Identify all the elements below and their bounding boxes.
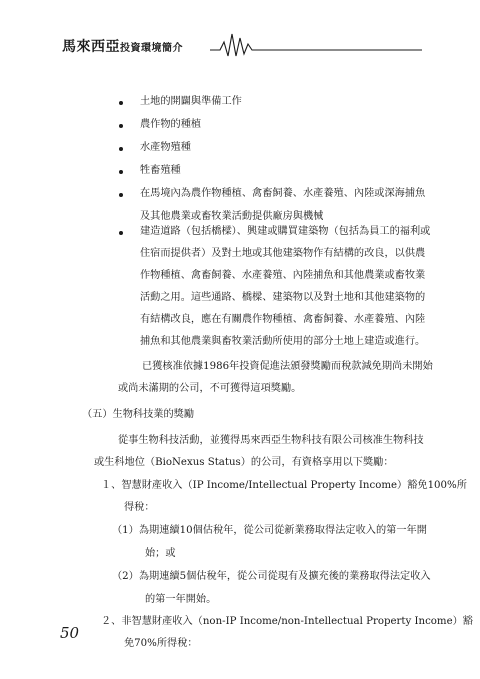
bullet-dot (119, 124, 123, 128)
sub-item-line: （1）為期連續10個估稅年，從公司從新業務取得法定收入的第一年開 (112, 525, 427, 536)
bullet-item-text: 捕魚和其他農業與畜牧業活動所使用的部分土地上建造或進行。 (140, 336, 426, 347)
bullet-item-text: 農作物的種植 (140, 119, 202, 130)
body-paragraph-line: 從事生物科技活動，並獲得馬來西亞生物科技有限公司核准生物科技 (118, 435, 424, 446)
body-paragraph-line: 或尚未滿期的公司，不可獲得這項獎勵。 (118, 383, 302, 394)
bullet-dot (119, 231, 123, 235)
bullet-item-text: 活動之用。這些通路、橋樑、建築物以及對土地和其他建築物的 (140, 292, 426, 303)
bullet-item-text: 作物種植、禽畜飼養、水產養殖、內陸捕魚和其他農業或畜牧業 (140, 270, 426, 281)
bullet-dot (119, 170, 123, 174)
body-paragraph-line: 或生科地位（BioNexus Status）的公司，有資格享用以下獎勵： (94, 457, 394, 468)
section-heading: （五）生物科技業的獎勵 (82, 409, 195, 420)
sub-item-line: （2）為期連續5個估稅年，從公司從現有及擴充後的業務取得法定收入 (112, 571, 431, 582)
sub-item-line: 的第一年開始。 (145, 594, 217, 605)
page-number: 50 (60, 624, 80, 642)
bullet-dot (119, 193, 123, 197)
numbered-item-line: 得稅： (124, 502, 155, 513)
bullet-dot (119, 147, 123, 151)
bullet-item-text: 水產物殖種 (140, 142, 191, 153)
header-title-sub: 投資環境簡介 (120, 43, 183, 54)
bullet-item-text: 在馬境內為農作物種植、禽畜飼養、水產養殖、內陸或深海捕魚 (140, 188, 426, 199)
header-title (62, 36, 183, 56)
sub-item-line: 始；或 (145, 548, 176, 559)
bullet-item-text: 住宿而提供者）及對土地或其他建築物作有結構的改良，以供農 (140, 248, 426, 259)
header-wave-decoration (210, 28, 422, 58)
header-title-main: 馬來西亞 (62, 39, 120, 55)
page-header (62, 26, 422, 60)
bullet-dot (119, 101, 123, 105)
bullet-item-text: 土地的開闢與準備工作 (140, 96, 242, 107)
bullet-item-text: 牲畜殖種 (140, 165, 181, 176)
bullet-item-text: 有結構改良，應在有關農作物種植、禽畜飼養、水產養殖、內陸 (140, 314, 426, 325)
bullet-item-text: 及其他農業或畜牧業活動提供廠房與機械 (140, 211, 324, 222)
bullet-item-text: 建造道路（包括橋樑）、興建或購買建築物（包括為員工的福利或 (140, 226, 431, 237)
numbered-item-line: ２、非智慧財產收入（non-IP Income/non-Intellectual Property Income）豁 (101, 616, 473, 627)
numbered-item-line: １、智慧財產收入（IP Income/Intellectual Property Income）豁免100%所 (101, 480, 467, 491)
body-paragraph-line: 已獲核准依據1986年投資促進法頒發獎勵而稅款減免期尚未開始 (142, 361, 433, 372)
numbered-item-line: 免70%所得稅： (124, 638, 198, 649)
